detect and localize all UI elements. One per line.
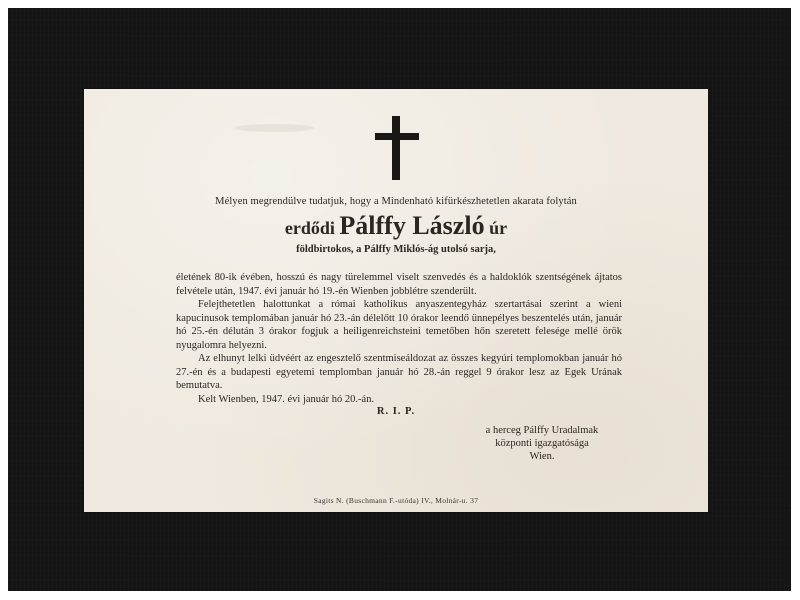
- paragraph-dated: Kelt Wienben, 1947. évi január hó 20.-án.: [198, 393, 375, 405]
- cross-icon: [375, 116, 419, 180]
- paragraph-mass: Az elhunyt lelki üdvéért az engesztelő szentmiseáldozat az összes kegyúri templomokban január hó 27.-én és a budapesti egyetemi templomban január hó 28.-án reggel 9 órakor lesz az Egek Urának bemutatva.: [176, 353, 622, 391]
- obituary-notice-sheet: [84, 89, 708, 512]
- intro-line: Mélyen megrendülve tudatjuk, hogy a Mindenható kifürkészhetetlen akarata folytán: [215, 196, 577, 207]
- notice-body: [176, 271, 622, 406]
- name-main: Pálffy László: [339, 211, 485, 240]
- name-prefix: erdődi: [284, 218, 335, 238]
- paper-stain: [234, 124, 314, 132]
- signature-line: a herceg Pálffy Uradalmak: [485, 425, 599, 436]
- name-suffix: úr: [489, 218, 508, 238]
- deceased-subtitle: földbirtokos, a Pálffy Miklós-ág utolsó sarja,: [296, 244, 496, 255]
- signature-line: Wien.: [529, 451, 555, 462]
- deceased-name: [84, 211, 708, 241]
- printer-imprint: Sagits N. (Buschmann F.-utóda) IV., Molnár-u. 37: [313, 496, 479, 505]
- paragraph-funeral: Felejthetetlen halottunkat a római katholikus anyaszentegyház szertartásai szerint a wieni kapucinusok templomában január hó 23.-án délelőtt 10 órakor leendő ünnepélyes beszentelés után, január hó 25.-én délután 3 órakor fogjuk a heiligenreichsteini temetőben hőn szeretett felesége mellé örök nyugalomra helyezni.: [176, 299, 622, 351]
- rip-text: R. I. P.: [376, 406, 416, 417]
- signature-line: központi igazgatósága: [495, 438, 589, 449]
- paragraph-death: életének 80-ik évében, hosszú és nagy türelemmel viselt szenvedés és a haldoklók szentségének ájtatos felvétele után, 1947. évi január hó 19.-én Wienben jobblétre szenderült.: [176, 272, 622, 297]
- signature-block: [462, 424, 622, 463]
